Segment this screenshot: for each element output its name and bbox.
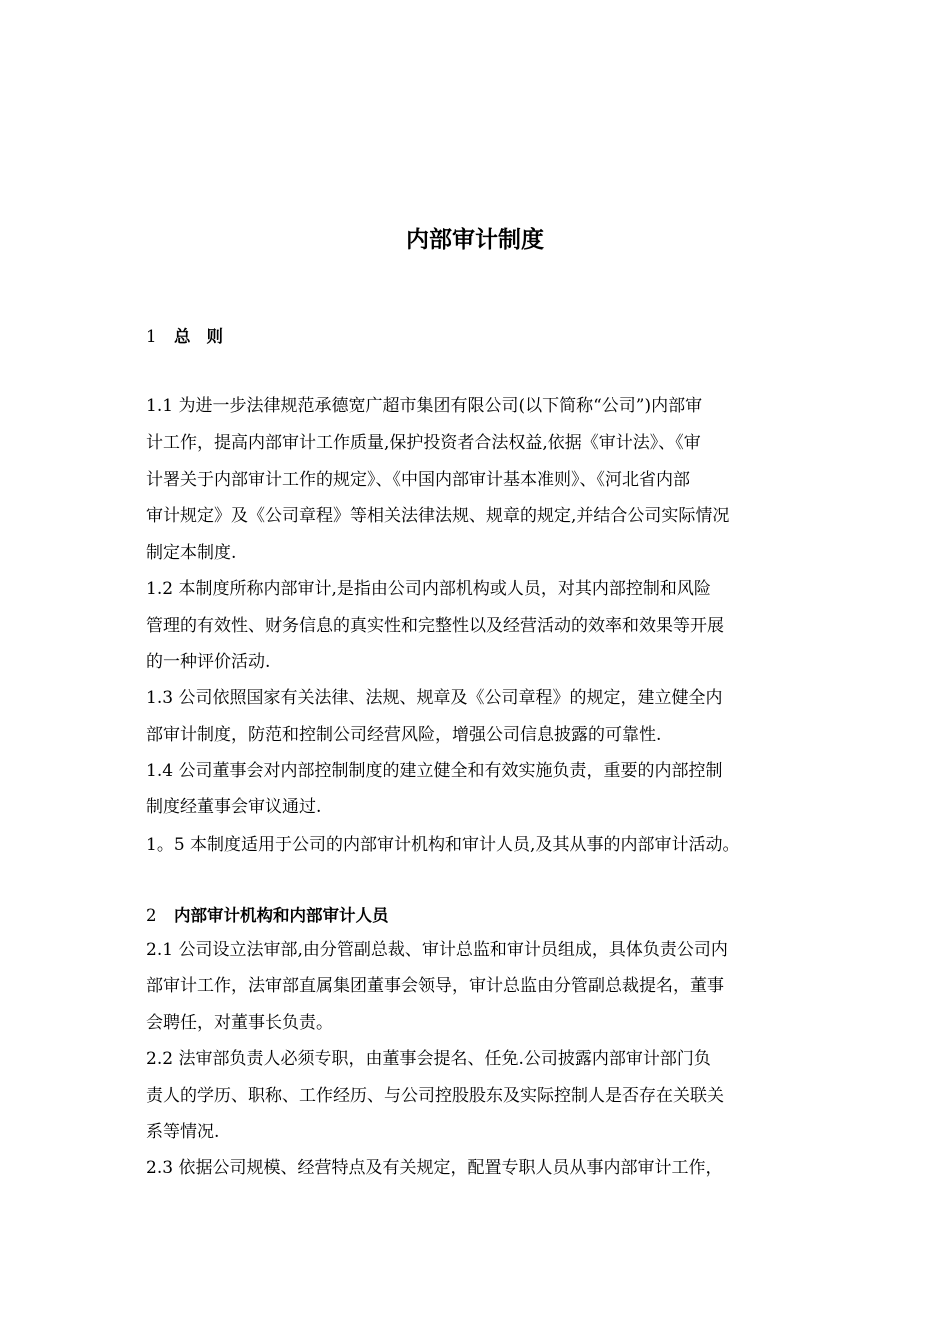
paragraph-line: 责人的学历、职称、工作经历、与公司控股股东及实际控制人是否存在关联关 xyxy=(146,1086,724,1106)
paragraph-line: 审计规定》及《公司章程》等相关法律法规、规章的规定,并结合公司实际情况 xyxy=(146,506,730,526)
paragraph-line: 1.1 为进一步法律规范承德宽广超市集团有限公司(以下简称“公司”)内部审 xyxy=(146,396,703,416)
paragraph-line: 1.2 本制度所称内部审计,是指由公司内部机构或人员，对其内部控制和风险 xyxy=(146,579,711,599)
section-title: 内部审计机构和内部审计人员 xyxy=(174,906,389,925)
paragraph-line: 部审计制度，防范和控制公司经营风险，增强公司信息披露的可靠性. xyxy=(146,725,662,745)
section-number: 1 xyxy=(146,327,157,346)
section-number: 2 xyxy=(146,906,157,925)
paragraph-line: 2.2 法审部负责人必须专职，由董事会提名、任免.公司披露内部审计部门负 xyxy=(146,1049,711,1069)
paragraph-line: 2.1 公司设立法审部,由分管副总裁、审计总监和审计员组成，具体负责公司内 xyxy=(146,940,728,960)
section-title: 总则 xyxy=(174,327,239,346)
document-title: 内部审计制度 xyxy=(406,227,544,253)
paragraph-line: 计署关于内部审计工作的规定》、《中国内部审计基本准则》、《河北省内部 xyxy=(146,470,690,490)
paragraph-line: 系等情况. xyxy=(146,1122,220,1142)
paragraph-line: 制定本制度. xyxy=(146,543,237,563)
paragraph-line: 管理的有效性、财务信息的真实性和完整性以及经营活动的效率和效果等开展 xyxy=(146,616,724,636)
paragraph-line: 计工作，提高内部审计工作质量,保护投资者合法权益,依据《审计法》、《审 xyxy=(146,433,701,453)
paragraph-line: 的一种评价活动. xyxy=(146,652,271,672)
paragraph-line: 1.4 公司董事会对内部控制制度的建立健全和有效实施负责，重要的内部控制 xyxy=(146,761,723,781)
paragraph-line: 会聘任，对董事长负责。 xyxy=(146,1013,333,1033)
paragraph-line: 制度经董事会审议通过. xyxy=(146,797,322,817)
paragraph-line: 1。5 本制度适用于公司的内部审计机构和审计人员,及其从事的内部审计活动。 xyxy=(146,835,740,855)
paragraph-line: 2.3 依据公司规模、经营特点及有关规定，配置专职人员从事内部审计工作， xyxy=(146,1158,723,1178)
paragraph-line: 部审计工作，法审部直属集团董事会领导，审计总监由分管副总裁提名，董事 xyxy=(146,976,724,996)
paragraph-line: 1.3 公司依照国家有关法律、法规、规章及《公司章程》的规定，建立健全内 xyxy=(146,688,723,708)
section-heading-general xyxy=(146,324,239,350)
section-heading-audit-staff xyxy=(146,903,389,929)
